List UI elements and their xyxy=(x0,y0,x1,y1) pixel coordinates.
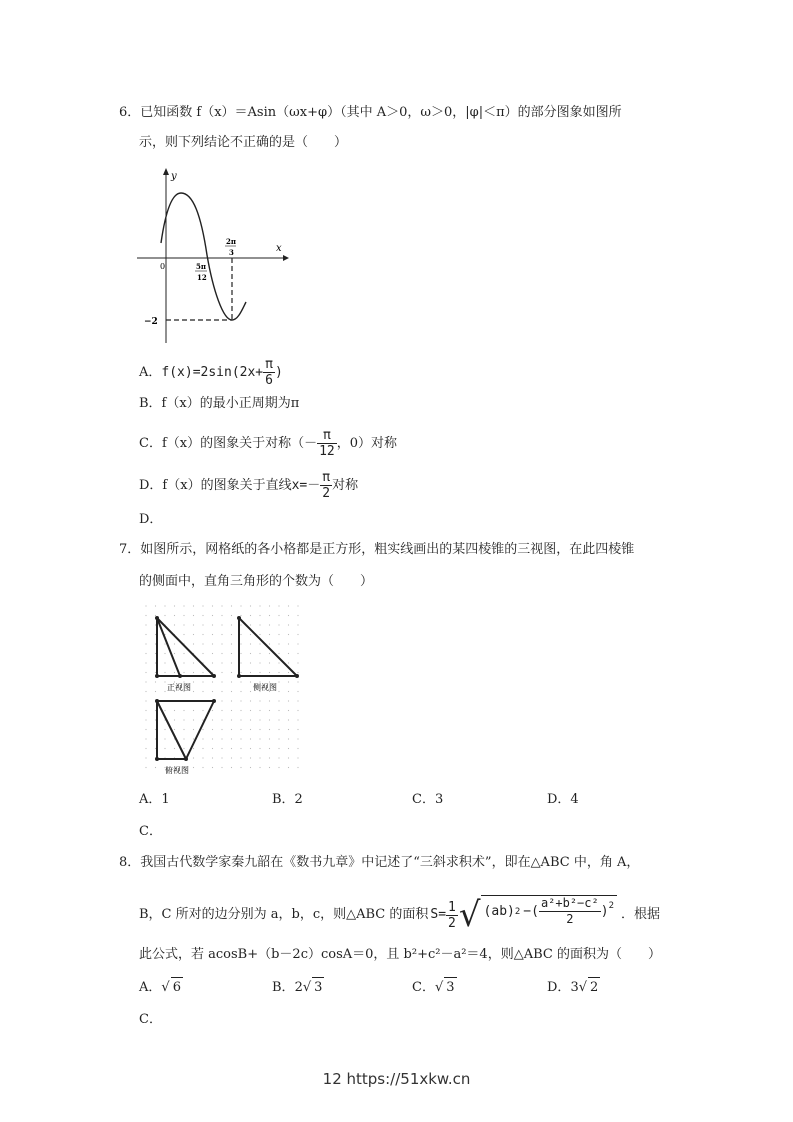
q8-option-a: A．√ 6 xyxy=(139,977,183,998)
min-label: −2 xyxy=(144,317,158,327)
origin-label: 0 xyxy=(160,262,166,271)
q7-answer: C． xyxy=(139,824,162,839)
q8-option-c: C．√ 3 xyxy=(412,977,457,998)
q7-stem-line2: 的侧面中，直角三角形的个数为（ ） xyxy=(139,574,374,589)
q6-sine-graph xyxy=(135,165,295,345)
heron-formula: S= $\frac{1}{2}$ √ (ab) 2 −( $\frac{\text{a²+b²−c²}}{2}$ ) $^2$ xyxy=(430,898,617,932)
side-view-label: 侧视图 xyxy=(253,683,277,692)
q6-option-b: B．f（x）的最小正周期为π xyxy=(139,396,300,411)
q6-stem-line1: 6．已知函数 f（x）＝Asin（ωx+φ）（其中 A＞0，ω＞0，|φ|＜π）的部分图象如图所 xyxy=(119,105,622,120)
q7-option-b: B．2 xyxy=(272,792,303,807)
q6-answer: D． xyxy=(139,512,163,527)
tick-2pi3-num: 2π xyxy=(226,237,236,246)
tick-5pi12-den: 12 xyxy=(197,273,207,282)
q8-option-b: B．2√ 3 xyxy=(272,977,324,998)
tick-5pi12-num: 5π xyxy=(196,262,206,271)
y-axis-label: y xyxy=(171,171,177,182)
q6-option-c: C．f（x）的图象关于对称（－ $\frac{\pi}{12}$ ，0）对称 xyxy=(139,428,398,459)
q7-three-view-grid xyxy=(145,605,305,780)
page-footer: 12 https://51xkw.cn xyxy=(322,1070,471,1088)
q8-stem-line3: 此公式，若 acosB+（b－2c）cosA＝0，且 b²+c²－a²＝4，则△ABC 的面积为（ ） xyxy=(139,947,661,962)
front-view-label: 正视图 xyxy=(167,683,191,692)
x-axis-label: x xyxy=(276,243,282,254)
q8-option-d: D．3√ 2 xyxy=(547,977,600,998)
q8-stem-line1: 8．我国古代数学家秦九韶在《数书九章》中记述了“三斜求积术”，即在△ABC 中，角 A， xyxy=(119,855,640,870)
q6-stem-line2: 示，则下列结论不正确的是（ ） xyxy=(139,135,348,150)
q7-option-d: D．4 xyxy=(547,792,579,807)
q6-option-d: D．f（x）的图象关于直线x=－ $\frac{\pi}{2}$ 对称 xyxy=(139,470,359,501)
q8-answer: C． xyxy=(139,1012,162,1027)
q7-option-a: A．1 xyxy=(139,792,170,807)
q7-stem-line1: 7．如图所示，网格纸的各小格都是正方形，粗实线画出的某四棱锥的三视图，在此四棱锥 xyxy=(119,542,635,557)
q8-stem-line2: B，C 所对的边分别为 a，b，c，则△ABC 的面积 S= $\frac{1}{2}$ √ (ab) 2 −( $\frac{\text{a²+b²−c²}}{2}$ ) $^2$ ．根据 xyxy=(139,895,660,935)
top-view-label: 俯视图 xyxy=(165,766,189,775)
q6-option-a: A．f(x)=2sin(2x+ $\frac{\pi}{6}$ ) xyxy=(139,357,283,388)
q7-option-c: C．3 xyxy=(412,792,444,807)
tick-2pi3-den: 3 xyxy=(229,248,234,257)
